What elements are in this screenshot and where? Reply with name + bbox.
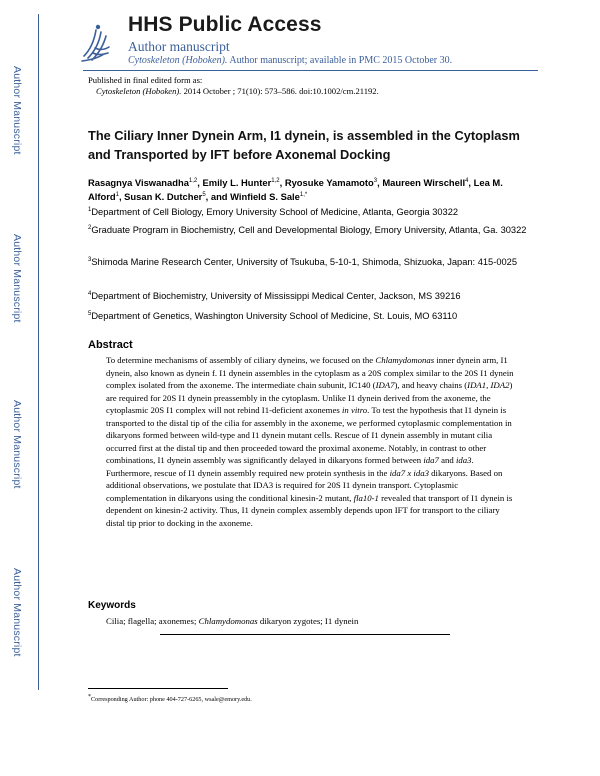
abstract-heading: Abstract [88, 339, 133, 351]
affiliation-text: Graduate Program in Biochemistry, Cell and Developmental Biology, Emory University, Atlanta, Ga. 30322 [91, 225, 527, 235]
sidebar-label-2: Author Manuscript [11, 234, 23, 323]
keywords-rule [160, 634, 450, 635]
affiliation-number: 3 [88, 256, 92, 263]
text-run: inner dynein arm, I1 dynein, also known as dynein f. I1 dynein assembles in the cytoplasm as a 20S complex similar to the 20S I1 dynein complex isolated from the axoneme. The intermediate chain subunit, IC140 ( [106, 355, 514, 390]
article-title: The Ciliary Inner Dynein Arm, I1 dynein, is assembled in the Cytoplasm and Transported by IFT before Axonemal Docking [88, 128, 520, 162]
keywords-body [106, 616, 358, 626]
author-name: Susan K. Dutcher [124, 191, 203, 202]
italic-text: in vitro [341, 405, 368, 415]
affiliation-5 [88, 310, 528, 323]
author-affiliation-marker: 3 [373, 177, 378, 184]
author-name: Lea M. Alford [88, 177, 503, 202]
affiliation-text: Department of Genetics, Washington University School of Medicine, St. Louis, MO 63110 [91, 311, 458, 321]
italic-text: ida7 [423, 455, 439, 465]
italic-text: Chlamydomonas [375, 355, 435, 365]
author-name: Ryosuke Yamamoto [284, 177, 374, 188]
header-rule [83, 70, 538, 71]
author-separator: , and [205, 191, 231, 202]
hhs-journal-line [128, 55, 452, 66]
sidebar-label-4: Author Manuscript [11, 568, 23, 657]
sidebar-label-3: Author Manuscript [11, 400, 23, 489]
affiliation-number: 5 [88, 310, 92, 317]
author-affiliation-marker: 1,* [299, 191, 308, 198]
affiliation-number: 2 [88, 224, 92, 231]
affiliation-2 [88, 224, 528, 237]
sidebar-divider [38, 14, 39, 690]
author-affiliation-marker: 5 [202, 191, 206, 198]
affiliation-4 [88, 290, 528, 303]
text-run: revealed that transport of I1 dynein is dependent on kinesin-2 activity. Thus, I1 dynein complex assembly depends upon IFT for transport to the ciliary distal tip prior to docking in the axoneme. [106, 492, 513, 528]
author-name: Maureen Wirschell [382, 177, 466, 188]
hhs-title: HHS Public Access [128, 13, 322, 36]
citation [96, 86, 379, 96]
sidebar-label-1: Author Manuscript [11, 66, 23, 155]
author-separator: , [279, 177, 285, 188]
text-run: ), and heavy chains ( [394, 380, 468, 390]
keywords-heading: Keywords [88, 600, 136, 611]
author-separator: , [118, 191, 125, 202]
author-separator: , [377, 177, 383, 188]
footnote-marker: * [88, 693, 91, 700]
affiliation-text: Department of Biochemistry, University of Mississippi Medical Center, Jackson, MS 39216 [91, 291, 461, 301]
hhs-eagle-logo-icon [80, 20, 112, 64]
journal-availability: Author manuscript; available in PMC 2015 October 30. [227, 55, 453, 66]
affiliation-1 [88, 206, 528, 219]
affiliation-number: 4 [88, 290, 92, 297]
text-run: ) are required for 20S I1 dynein preassembly in the cytoplasm. Unlike I1 dynein derived from the axoneme, the cytoplasmic 20S I1 complex will not rebind I1-deficient axonemes [106, 380, 513, 415]
author-list [88, 176, 528, 204]
text-run: Cilia; flagella; axonemes; [106, 616, 199, 626]
footnote-text: Corresponding Author: phone 404-727-6265, wsale@emory.edu. [91, 696, 252, 703]
published-label: Published in final edited form as: [88, 75, 203, 85]
citation-details: 2014 October ; 71(10): 573–586. doi:10.1002/cm.21192. [181, 86, 379, 96]
italic-text: Chlamydomonas [198, 616, 258, 626]
hhs-subtitle: Author manuscript [128, 39, 230, 54]
author-separator: , [197, 177, 203, 188]
corresponding-author-footnote [88, 693, 252, 703]
affiliation-text: Shimoda Marine Research Center, University of Tsukuba, 5-10-1, Shimoda, Shizuoka, Japan: 415-0025 [91, 257, 517, 267]
text-run: To determine mechanisms of assembly of ciliary dyneins, we focused on the [106, 355, 376, 365]
affiliation-number: 1 [88, 206, 92, 213]
affiliation-3 [88, 256, 528, 269]
author-name: Rasagnya Viswanadha [88, 177, 189, 188]
author-affiliation-marker: 1 [115, 191, 119, 198]
author-affiliation-marker: 1,2 [271, 177, 280, 184]
journal-name: Cytoskeleton (Hoboken). [128, 55, 228, 66]
citation-journal: Cytoskeleton (Hoboken). [96, 86, 182, 96]
text-run: and [438, 455, 456, 465]
author-affiliation-marker: 1,2 [188, 177, 198, 184]
italic-text: ida7 x ida3 [389, 467, 429, 478]
affiliation-text: Department of Cell Biology, Emory University School of Medicine, Atlanta, Georgia 30322 [91, 207, 459, 217]
text-run: . Furthermore, rescue of I1 dynein assembly required new protein synthesis in the [106, 455, 474, 478]
author-separator: , [468, 177, 474, 188]
text-run: . To test the hypothesis that I1 dynein is transported to the distal tip of the cilia for assembly in the axoneme, we performed cytoplasmic complementation in dikaryons formed between wild-type and I1 dynein mutant cells. Rescue of I1 dynein assembly in mutant cilia occurred first at the distal tip and then proceeded toward the proximal axoneme. Notably, in contrast to other combinations, I1 dynein assembly was significantly delayed in dikaryons formed between [106, 405, 512, 465]
italic-text: IDA7 [375, 380, 395, 390]
author-affiliation-marker: 4 [465, 177, 469, 184]
author-name: Emily L. Hunter [202, 177, 272, 188]
text-run: dikaryon zygotes; I1 dynein [257, 616, 359, 626]
italic-text: fla10-1 [353, 492, 379, 503]
abstract-body [106, 354, 520, 529]
author-name: Winfield S. Sale [230, 191, 300, 202]
text-run: dikaryons. Based on additional observations, we postulate that IDA3 is required for 20S I1 dynein transport. Cytoplasmic complementation in dikaryons using the conditional kinesin-2 mutant, [106, 467, 503, 503]
italic-text: IDA1, IDA2 [467, 380, 510, 390]
italic-text: ida3 [455, 455, 472, 465]
footnote-rule [88, 688, 228, 689]
